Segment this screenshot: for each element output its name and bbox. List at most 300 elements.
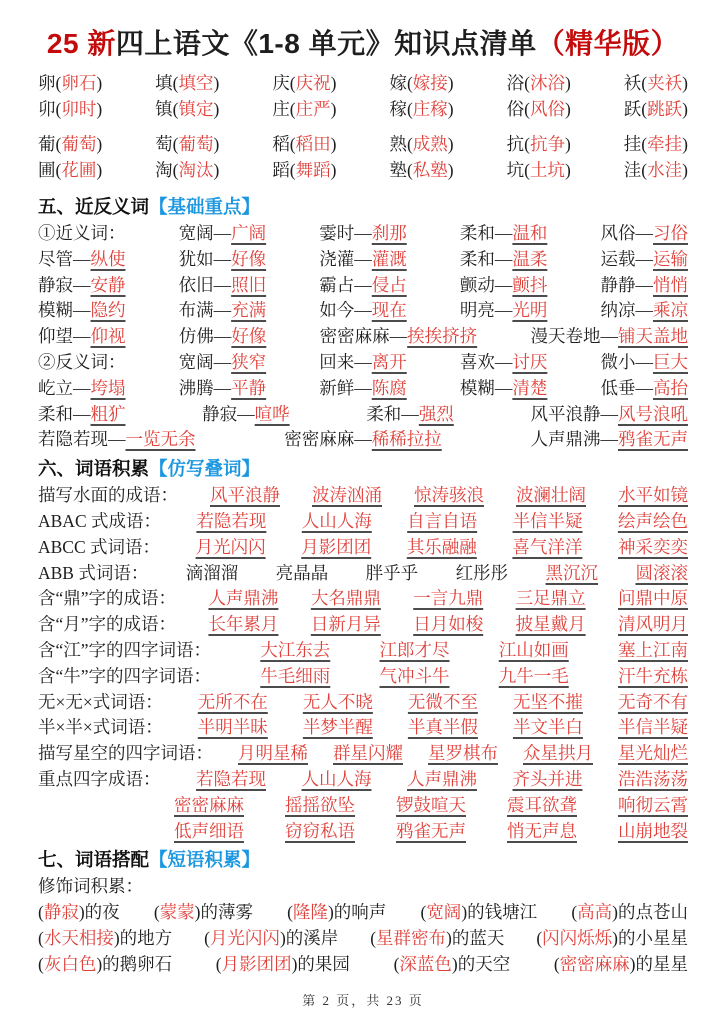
black-text: 浴( <box>506 73 530 93</box>
red-text: 平静 <box>231 377 267 398</box>
black-text: ( <box>38 927 44 948</box>
red-text: 牵挂 <box>647 134 683 154</box>
black-text: )的地方 <box>113 927 173 948</box>
black-text: 嫁( <box>389 73 413 93</box>
red-text: 沐浴 <box>529 73 565 93</box>
phrase <box>571 900 688 926</box>
black-text: 滴溜溜 <box>185 562 239 583</box>
phrase <box>311 586 381 612</box>
text-line <box>38 874 688 900</box>
phrase <box>276 561 329 587</box>
red-text: 星罗棋布 <box>428 743 498 764</box>
red-text: 神采奕奕 <box>618 536 688 557</box>
red-text: 低声细语 <box>174 820 244 841</box>
red-text: 圆滚滚 <box>635 562 688 583</box>
phrase <box>396 793 466 819</box>
text-line <box>38 402 688 428</box>
red-text: 温柔 <box>512 248 548 269</box>
phrase <box>333 741 403 767</box>
black-text: ) <box>447 73 454 93</box>
red-text: 半明半昧 <box>197 717 268 738</box>
red-text: 鸦雀无声 <box>618 429 688 450</box>
text-line <box>38 741 688 767</box>
black-text: 庆( <box>272 73 296 93</box>
phrase <box>618 715 688 741</box>
red-text: 三足鼎立 <box>515 588 586 609</box>
black-text: )的星星 <box>629 953 688 974</box>
phrase <box>216 952 350 978</box>
text-line <box>38 376 688 402</box>
section-tag: 【仿写叠词】 <box>149 458 261 480</box>
phrase <box>624 96 688 122</box>
phrase <box>413 612 483 638</box>
black-text: 坑( <box>506 160 530 180</box>
black-text: 屹立— <box>38 377 91 398</box>
phrase <box>516 483 586 509</box>
phrase <box>380 664 450 690</box>
phrase <box>507 819 577 845</box>
phrase <box>601 350 689 376</box>
phrase <box>554 952 688 978</box>
red-text: 葡萄 <box>61 134 97 154</box>
section-tag: 【短语积累】 <box>149 849 261 871</box>
phrase <box>531 427 689 453</box>
red-text: 鸦雀无声 <box>396 820 466 841</box>
black-text: 淘( <box>155 160 179 180</box>
red-text: 成熟 <box>412 134 448 154</box>
black-text: ( <box>536 927 543 948</box>
phrase <box>319 350 407 376</box>
red-text: 响彻云霄 <box>618 794 688 815</box>
phrase <box>38 509 161 535</box>
red-text: 悄无声息 <box>507 820 577 841</box>
black-text: 红彤彤 <box>455 562 509 583</box>
red-text: 汗牛充栋 <box>617 665 688 686</box>
title-suffix: （精华版） <box>536 28 680 59</box>
phrase <box>38 535 160 561</box>
black-text: ( <box>204 927 210 948</box>
word-row <box>38 96 688 122</box>
black-text: 含“牛”字的四字词语： <box>38 665 212 686</box>
phrase <box>618 509 688 535</box>
phrase <box>312 483 382 509</box>
red-text: 灰白色 <box>43 953 97 974</box>
phrase <box>38 612 176 638</box>
word-row <box>38 157 688 183</box>
phrase <box>303 715 373 741</box>
phrase <box>499 638 569 664</box>
red-text: 宽阔 <box>426 902 462 923</box>
phrase <box>618 767 688 793</box>
phrase <box>407 535 477 561</box>
phrase <box>179 324 267 350</box>
phrase <box>618 612 688 638</box>
black-text: 如今— <box>319 300 372 321</box>
black-text: ) <box>96 160 103 180</box>
red-text: 淘汰 <box>178 160 214 180</box>
text-line <box>38 324 688 350</box>
red-text: 庄稼 <box>412 99 448 119</box>
black-text: 跃( <box>623 99 648 119</box>
black-text: ) <box>682 73 688 93</box>
red-text: 星光灿烂 <box>618 743 688 764</box>
black-text: ) <box>564 134 571 154</box>
phrase <box>319 298 407 324</box>
red-text: 高高 <box>577 902 613 923</box>
phrase <box>272 96 336 122</box>
black-text: 浇灌— <box>319 248 372 269</box>
phrase <box>513 715 583 741</box>
black-text: 霸占— <box>319 274 372 295</box>
black-text: )的天空 <box>451 953 511 974</box>
text-line <box>38 664 688 690</box>
phrase <box>38 664 211 690</box>
phrase <box>618 535 688 561</box>
black-text: 低垂— <box>600 377 653 398</box>
phrase <box>366 561 419 587</box>
red-text: 铺天盖地 <box>617 326 688 347</box>
phrase <box>179 376 267 402</box>
phrase <box>618 690 688 716</box>
black-text: ) <box>213 160 220 180</box>
phrase <box>601 298 689 324</box>
phrase <box>174 793 244 819</box>
character-word-list <box>38 70 688 183</box>
black-text: 静寂— <box>38 274 91 295</box>
word-row <box>38 131 688 157</box>
red-text: 风号浪吼 <box>617 403 688 424</box>
phrase <box>513 509 583 535</box>
phrase <box>284 427 442 453</box>
black-text: 布满— <box>178 300 232 321</box>
red-text: 窃窃私语 <box>285 820 355 841</box>
phrase <box>38 874 143 900</box>
phrase <box>601 273 689 299</box>
black-text: )的夜 <box>78 902 120 923</box>
red-text: 隐约 <box>90 300 126 321</box>
black-text: 若隐若现— <box>38 429 126 450</box>
phrase <box>285 793 355 819</box>
red-text: 月影团团 <box>301 536 372 557</box>
phrase <box>320 324 478 350</box>
red-text: 无坚不摧 <box>512 691 583 712</box>
black-text: 静静— <box>600 274 653 295</box>
black-text: 镇( <box>155 99 179 119</box>
red-text: 一览无余 <box>125 429 196 450</box>
phrase <box>389 157 453 183</box>
black-text: ( <box>370 927 377 948</box>
phrase <box>370 926 504 952</box>
black-text: ) <box>447 160 454 180</box>
black-text: 挂( <box>623 134 648 154</box>
phrase <box>154 900 253 926</box>
black-text: ( <box>287 902 293 923</box>
red-text: 若隐若现 <box>196 768 266 789</box>
red-text: 静寂 <box>43 902 79 923</box>
black-text: 风俗— <box>600 223 653 243</box>
red-text: 披星戴月 <box>515 614 586 635</box>
text-line <box>38 298 688 324</box>
red-text: 半信半疑 <box>617 717 688 738</box>
black-text: 柔和— <box>38 403 91 424</box>
phrase <box>260 664 330 690</box>
phrase <box>38 157 102 183</box>
red-text: 卯时 <box>61 99 97 119</box>
text-line <box>38 900 688 926</box>
red-text: 舞蹈 <box>295 160 331 180</box>
black-text: 犹如— <box>178 248 232 269</box>
black-text: 重点四字成语： <box>38 768 161 789</box>
phrase <box>460 247 548 273</box>
black-text: 微小— <box>600 351 653 372</box>
phrase <box>302 509 372 535</box>
red-text: 颤抖 <box>512 274 548 295</box>
black-text: 风平浪静— <box>530 403 618 424</box>
red-text: 月光闪闪 <box>195 536 266 557</box>
black-text: 塾( <box>389 160 413 180</box>
red-text: 庆祝 <box>295 73 331 93</box>
black-text: ( <box>153 902 160 923</box>
phrase <box>513 767 583 793</box>
red-text: 长年累月 <box>208 614 279 635</box>
red-text: 密密麻麻 <box>559 953 630 974</box>
red-text: 巨大 <box>653 351 688 372</box>
black-text: 密密麻麻— <box>284 429 372 450</box>
phrase <box>507 96 571 122</box>
text-line <box>38 535 688 561</box>
phrase <box>601 247 689 273</box>
red-text: 稻田 <box>295 134 331 154</box>
red-text: 自言自语 <box>407 510 478 531</box>
phrase <box>530 324 688 350</box>
phrase <box>38 221 126 247</box>
text-line <box>174 819 688 845</box>
black-text: 柔和— <box>459 248 513 269</box>
phrase <box>420 900 537 926</box>
phrase <box>507 131 571 157</box>
word-row <box>38 70 688 96</box>
phrase <box>319 376 407 402</box>
red-text: 嫁接 <box>412 73 448 93</box>
phrase <box>302 767 372 793</box>
black-text: 卵( <box>38 73 62 93</box>
black-text: 萄( <box>155 134 179 154</box>
red-text: 摇摇欲坠 <box>285 794 355 815</box>
black-text: 静寂— <box>202 403 255 424</box>
text-line <box>174 793 688 819</box>
phrase <box>179 247 267 273</box>
phrase <box>38 376 126 402</box>
text-line <box>38 612 688 638</box>
phrase <box>536 926 688 952</box>
red-text: 塞上江南 <box>617 639 688 660</box>
phrase <box>238 741 308 767</box>
red-text: 水天相接 <box>43 927 114 948</box>
red-text: 人山人海 <box>301 510 372 531</box>
phrase <box>428 741 498 767</box>
phrase <box>516 612 586 638</box>
black-text: )的小星星 <box>612 927 688 948</box>
black-text: ABAC 式成语： <box>38 510 161 531</box>
phrase <box>38 70 102 96</box>
black-text: 宽阔— <box>178 351 232 372</box>
black-text: 描写水面的成语： <box>38 485 178 506</box>
red-text: 稀稀拉拉 <box>371 429 442 450</box>
red-text: 镇定 <box>178 99 214 119</box>
black-text: ( <box>571 902 578 923</box>
red-text: 灌溉 <box>371 248 407 269</box>
red-text: 清楚 <box>512 377 548 398</box>
red-text: 波澜壮阔 <box>516 485 586 506</box>
text-line <box>38 247 688 273</box>
red-text: 习俗 <box>653 223 688 243</box>
phrase <box>272 157 336 183</box>
black-text: 含“江”字的四字词语： <box>38 639 212 660</box>
black-text: 修饰词积累： <box>38 876 143 897</box>
text-line <box>38 690 688 716</box>
black-text: 宽阔— <box>178 223 232 243</box>
black-text: 袄( <box>623 73 648 93</box>
black-text: ) <box>682 160 688 180</box>
red-text: 闪闪烁烁 <box>542 927 613 948</box>
black-text: ) <box>213 73 220 93</box>
black-text: 抗( <box>506 134 530 154</box>
black-text: ( <box>38 902 44 923</box>
section-title: 七、词语搭配 <box>38 849 150 871</box>
phrase <box>507 70 571 96</box>
red-text: 好像 <box>231 326 267 347</box>
phrase <box>512 535 582 561</box>
phrase <box>179 273 267 299</box>
red-text: 卵石 <box>61 73 97 93</box>
phrase <box>499 664 569 690</box>
black-text: )的响声 <box>327 902 387 923</box>
black-text: 蹈( <box>272 160 296 180</box>
phrase <box>38 402 126 428</box>
phrase <box>624 131 688 157</box>
black-text: ) <box>96 134 103 154</box>
black-text: 运载— <box>600 248 653 269</box>
text-line <box>38 638 688 664</box>
phrase <box>319 273 407 299</box>
red-text: 江山如画 <box>498 639 569 660</box>
phrase <box>407 767 477 793</box>
section-title: 五、近反义词 <box>38 196 150 217</box>
black-text: 柔和— <box>459 223 513 243</box>
black-text: ABB 式词语： <box>38 562 149 583</box>
black-text: 密密麻麻— <box>319 326 408 347</box>
red-text: 花圃 <box>61 160 97 180</box>
red-text: 垮塌 <box>90 377 126 398</box>
text-line <box>38 350 688 376</box>
phrase <box>272 131 336 157</box>
phrase <box>396 819 466 845</box>
phrase <box>38 561 148 587</box>
red-text: 星群密布 <box>376 927 447 948</box>
red-text: 若隐若现 <box>196 510 267 531</box>
red-text: 抗争 <box>529 134 565 154</box>
black-text: 霎时— <box>319 223 372 243</box>
red-text: 大名鼎鼎 <box>310 588 381 609</box>
black-text: 稼( <box>389 99 413 119</box>
black-text: ( <box>215 953 222 974</box>
black-text: 尽管— <box>38 248 91 269</box>
red-text: 一言九鼎 <box>413 588 484 609</box>
black-text: ) <box>447 99 454 119</box>
black-text: )的钱塘江 <box>461 902 538 923</box>
phrase <box>179 221 267 247</box>
black-text: ) <box>564 99 571 119</box>
red-text: 人声鼎沸 <box>407 768 477 789</box>
red-text: 跳跃 <box>647 99 683 119</box>
phrase <box>530 402 688 428</box>
phrase <box>456 561 509 587</box>
red-text: 人声鼎沸 <box>208 588 279 609</box>
black-text: 纳凉— <box>600 300 653 321</box>
phrase <box>196 767 266 793</box>
red-text: 私塾 <box>412 160 448 180</box>
phrase <box>38 586 176 612</box>
phrase <box>618 664 688 690</box>
black-text: 填( <box>155 73 179 93</box>
red-text: 纵使 <box>90 248 126 269</box>
phrase <box>460 350 548 376</box>
phrase <box>179 298 267 324</box>
phrase <box>516 586 586 612</box>
text-line <box>38 586 688 612</box>
phrase <box>198 715 268 741</box>
phrase <box>389 131 453 157</box>
red-text: 庄严 <box>295 99 331 119</box>
text-line <box>38 767 688 793</box>
phrase <box>546 561 599 587</box>
black-text: ) <box>213 134 220 154</box>
red-text: 夹袄 <box>647 73 683 93</box>
phrase <box>186 561 239 587</box>
phrase <box>38 952 172 978</box>
black-text: 含“月”字的成语： <box>38 614 177 635</box>
red-text: 土坑 <box>529 160 565 180</box>
phrase <box>408 690 478 716</box>
phrase <box>618 483 688 509</box>
black-text: 漫天卷地— <box>530 326 618 347</box>
word-group <box>38 70 688 122</box>
phrase <box>196 535 266 561</box>
phrase <box>366 402 454 428</box>
black-text: ) <box>564 73 571 93</box>
black-text: 胖乎乎 <box>365 562 419 583</box>
red-text: 无人不晓 <box>302 691 373 712</box>
phrase <box>319 247 407 273</box>
black-text: 沸腾— <box>178 377 232 398</box>
red-text: 安静 <box>90 274 126 295</box>
phrase <box>407 509 477 535</box>
red-text: 波涛汹涌 <box>312 485 382 506</box>
phrase <box>618 741 688 767</box>
phrase <box>408 715 478 741</box>
phrase <box>198 690 268 716</box>
phrase <box>208 586 278 612</box>
black-text: ) <box>330 160 337 180</box>
red-text: 问鼎中原 <box>618 588 688 609</box>
phrase <box>272 70 336 96</box>
red-text: 江郎才尽 <box>379 639 450 660</box>
title-main: 四上语文《1-8 单元》知识点清单 <box>115 28 537 59</box>
phrase <box>380 638 450 664</box>
black-text: ) <box>330 99 337 119</box>
red-text: 运输 <box>653 248 688 269</box>
red-text: 无微不至 <box>407 691 478 712</box>
